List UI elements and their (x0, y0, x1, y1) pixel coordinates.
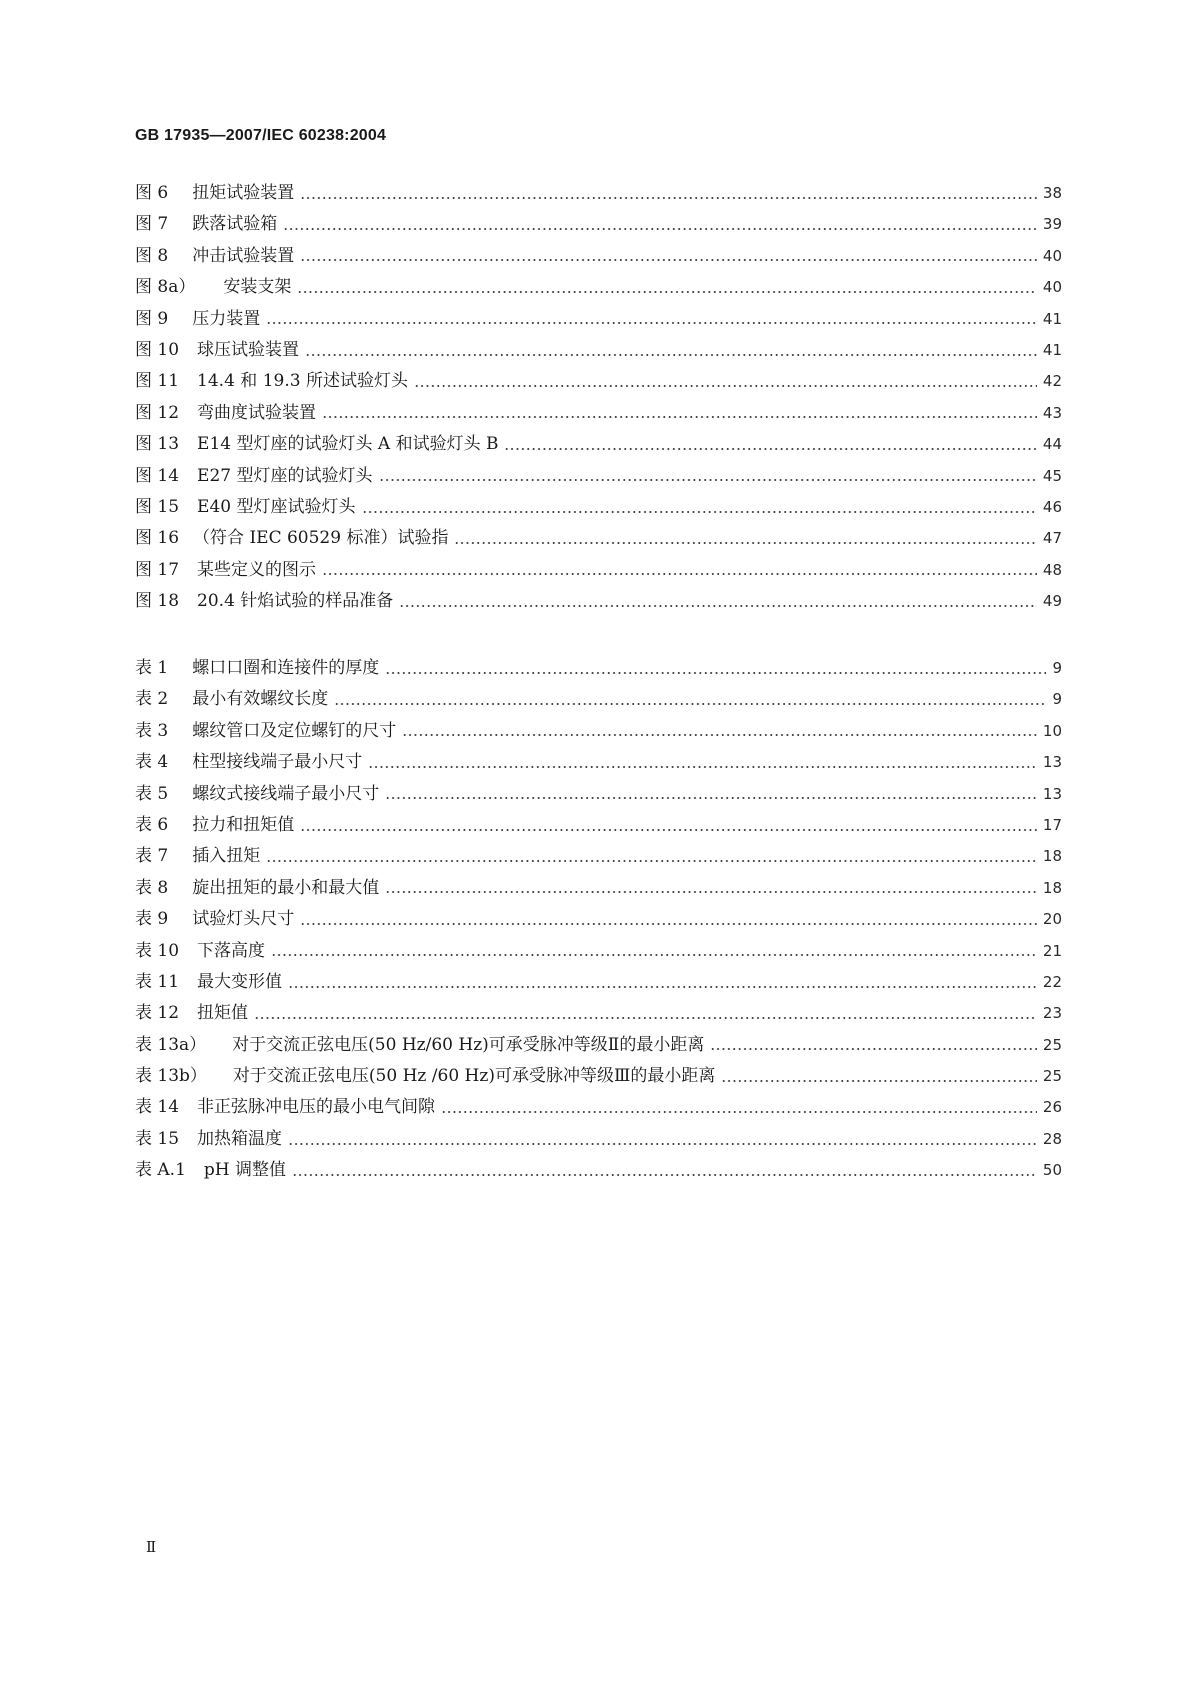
table-page-number: 21 (1042, 941, 1062, 960)
dot-leader (300, 923, 1037, 925)
figure-label: 图 15 (135, 496, 180, 517)
figure-page-number: 46 (1042, 497, 1062, 516)
table-title: 柱型接线端子最小尺寸 (192, 752, 363, 773)
figure-entry (135, 178, 1062, 209)
table-page-number: 25 (1042, 1035, 1062, 1054)
figure-title: 14.4 和 19.3 所述试验灯头 (197, 371, 408, 392)
figure-page-number: 41 (1042, 309, 1062, 328)
dot-leader (271, 954, 1037, 956)
table-label: 表 12 (135, 1003, 180, 1024)
figure-entry (135, 272, 1062, 303)
figure-title: 弯曲度试验装置 (197, 402, 317, 423)
figure-page-number: 41 (1042, 340, 1062, 359)
table-page-number: 9 (1052, 690, 1062, 709)
figure-title: 某些定义的图示 (197, 559, 317, 580)
figure-entry (135, 461, 1062, 492)
dot-leader (721, 1080, 1037, 1082)
table-title: pH 调整值 (203, 1160, 287, 1181)
table-page-number: 28 (1042, 1129, 1062, 1148)
dot-leader (368, 766, 1037, 768)
table-entry (135, 904, 1062, 935)
figure-title: （符合 IEC 60529 标准）试验指 (193, 528, 449, 549)
table-page-number: 9 (1052, 659, 1062, 677)
table-title: 非正弦脉冲电压的最小电气间隙 (197, 1097, 436, 1118)
table-entry (135, 1061, 1062, 1092)
table-label: 表 6 (135, 814, 169, 835)
figure-label: 图 17 (135, 559, 180, 580)
figure-page-number: 45 (1042, 466, 1062, 485)
table-page-number: 25 (1042, 1067, 1062, 1086)
dot-leader (305, 354, 1037, 356)
page-number: Ⅱ (146, 1538, 157, 1556)
figure-label: 图 12 (135, 402, 180, 423)
table-entry (135, 653, 1062, 684)
dot-leader (710, 1048, 1037, 1050)
tables-list (135, 653, 1062, 1187)
dot-leader (454, 542, 1036, 544)
figure-entry (135, 429, 1062, 460)
table-page-number: 18 (1042, 878, 1062, 897)
figure-label: 图 8 (135, 245, 169, 266)
table-label: 表 15 (135, 1128, 180, 1149)
figure-label: 图 18 (135, 591, 180, 612)
table-label: 表 5 (135, 783, 169, 804)
figure-entry (135, 335, 1062, 366)
figure-page-number: 40 (1042, 278, 1062, 297)
table-title: 试验灯头尺寸 (192, 909, 295, 930)
dot-leader (402, 734, 1037, 736)
table-page-number: 22 (1042, 972, 1062, 991)
figure-label: 图 7 (135, 214, 169, 235)
table-page-number: 23 (1042, 1004, 1062, 1023)
figure-entry (135, 366, 1062, 397)
table-entry (135, 810, 1062, 841)
dot-leader (283, 228, 1037, 230)
figure-page-number: 47 (1042, 529, 1062, 548)
dot-leader (254, 1017, 1037, 1019)
dot-leader (385, 891, 1037, 893)
figure-label: 图 6 (135, 183, 169, 203)
table-label: 表 13b） (135, 1066, 207, 1087)
figure-title: E27 型灯座的试验灯头 (197, 465, 373, 486)
figure-page-number: 44 (1042, 435, 1062, 454)
table-page-number: 10 (1042, 721, 1062, 740)
table-page-number: 17 (1042, 815, 1062, 834)
table-title: 最小有效螺纹长度 (192, 689, 329, 710)
figure-entry (135, 304, 1062, 335)
dot-leader (385, 672, 1046, 674)
figure-page-number: 43 (1042, 403, 1062, 422)
figure-entry (135, 523, 1062, 554)
table-label: 表 A.1 (135, 1160, 186, 1181)
table-label: 表 7 (135, 846, 169, 867)
table-title: 对于交流正弦电压(50 Hz /60 Hz)可承受脉冲等级Ⅲ的最小距离 (232, 1066, 716, 1087)
dot-leader (288, 986, 1037, 988)
table-entry (135, 873, 1062, 904)
figure-page-number: 40 (1042, 246, 1062, 265)
figure-page-number: 49 (1042, 592, 1062, 611)
table-title: 扭矩值 (197, 1003, 249, 1024)
table-label: 表 11 (135, 971, 180, 992)
dot-leader (300, 829, 1037, 831)
figure-entry (135, 555, 1062, 586)
figure-title: 压力装置 (192, 308, 261, 329)
dot-leader (362, 511, 1037, 513)
figure-title: 球压试验装置 (197, 339, 300, 360)
dot-leader (385, 797, 1037, 799)
dot-leader (266, 860, 1037, 862)
figure-title: 扭矩试验装置 (192, 183, 295, 203)
table-title: 下落高度 (197, 940, 266, 961)
table-label: 表 3 (135, 720, 169, 741)
figure-label: 图 16 (135, 528, 180, 549)
table-title: 螺纹管口及定位螺钉的尺寸 (192, 720, 397, 741)
dot-leader (292, 1174, 1037, 1176)
standard-number-header: GB 17935—2007/IEC 60238:2004 (135, 127, 387, 144)
dot-leader (300, 197, 1037, 199)
figure-entry (135, 209, 1062, 240)
figure-title: 安装支架 (223, 277, 292, 298)
dot-leader (297, 291, 1037, 293)
dot-leader (266, 322, 1037, 324)
table-title: 最大变形值 (197, 971, 283, 992)
table-entry (135, 967, 1062, 998)
table-label: 表 4 (135, 752, 169, 773)
figure-page-number: 38 (1042, 184, 1062, 202)
dot-leader (414, 385, 1037, 387)
table-page-number: 50 (1042, 1161, 1062, 1180)
figure-label: 图 13 (135, 434, 180, 455)
table-page-number: 26 (1042, 1098, 1062, 1117)
table-label: 表 10 (135, 940, 180, 961)
figure-entry (135, 241, 1062, 272)
table-page-number: 13 (1042, 784, 1062, 803)
figure-title: 20.4 针焰试验的样品准备 (197, 591, 394, 612)
figure-page-number: 42 (1042, 372, 1062, 391)
table-page-number: 20 (1042, 910, 1062, 929)
table-entry (135, 936, 1062, 967)
table-entry (135, 1030, 1062, 1061)
figure-entry (135, 492, 1062, 523)
dot-leader (288, 1143, 1037, 1145)
table-entry (135, 1092, 1062, 1123)
figure-title: 跌落试验箱 (192, 214, 278, 235)
table-entry (135, 841, 1062, 872)
figures-list (135, 178, 1062, 617)
table-entry (135, 1155, 1062, 1186)
table-entry (135, 747, 1062, 778)
table-entry (135, 716, 1062, 747)
table-title: 螺纹式接线端子最小尺寸 (192, 783, 380, 804)
table-title: 旋出扭矩的最小和最大值 (192, 877, 380, 898)
table-page-number: 18 (1042, 847, 1062, 866)
table-page-number: 13 (1042, 753, 1062, 772)
table-entry (135, 779, 1062, 810)
figure-title: 冲击试验装置 (192, 245, 295, 266)
table-entry (135, 998, 1062, 1029)
dot-leader (379, 479, 1037, 481)
table-label: 表 1 (135, 658, 169, 678)
dot-leader (300, 259, 1037, 261)
table-entry (135, 1124, 1062, 1155)
dot-leader (399, 605, 1037, 607)
table-title: 拉力和扭矩值 (192, 814, 295, 835)
figure-label: 图 11 (135, 371, 180, 392)
table-label: 表 14 (135, 1097, 180, 1118)
figure-title: E14 型灯座的试验灯头 A 和试验灯头 B (197, 434, 499, 455)
figure-label: 图 9 (135, 308, 169, 329)
figure-entry (135, 586, 1062, 617)
dot-leader (441, 1111, 1037, 1113)
table-label: 表 13a） (135, 1034, 207, 1055)
figure-entry (135, 398, 1062, 429)
figure-label: 图 14 (135, 465, 180, 486)
table-title: 对于交流正弦电压(50 Hz/60 Hz)可承受脉冲等级Ⅱ的最小距离 (232, 1034, 705, 1055)
table-label: 表 8 (135, 877, 169, 898)
figure-page-number: 48 (1042, 560, 1062, 579)
dot-leader (322, 573, 1037, 575)
figure-label: 图 10 (135, 339, 180, 360)
dot-leader (322, 416, 1037, 418)
figure-page-number: 39 (1042, 215, 1062, 234)
table-title: 螺口口圈和连接件的厚度 (192, 658, 380, 678)
table-title: 加热箱温度 (197, 1128, 283, 1149)
dot-leader (334, 703, 1046, 705)
figure-label: 图 8a） (135, 277, 196, 298)
dot-leader (504, 448, 1036, 450)
table-title: 插入扭矩 (192, 846, 261, 867)
table-label: 表 9 (135, 909, 169, 930)
figure-title: E40 型灯座试验灯头 (197, 496, 356, 517)
table-entry (135, 684, 1062, 715)
table-label: 表 2 (135, 689, 169, 710)
